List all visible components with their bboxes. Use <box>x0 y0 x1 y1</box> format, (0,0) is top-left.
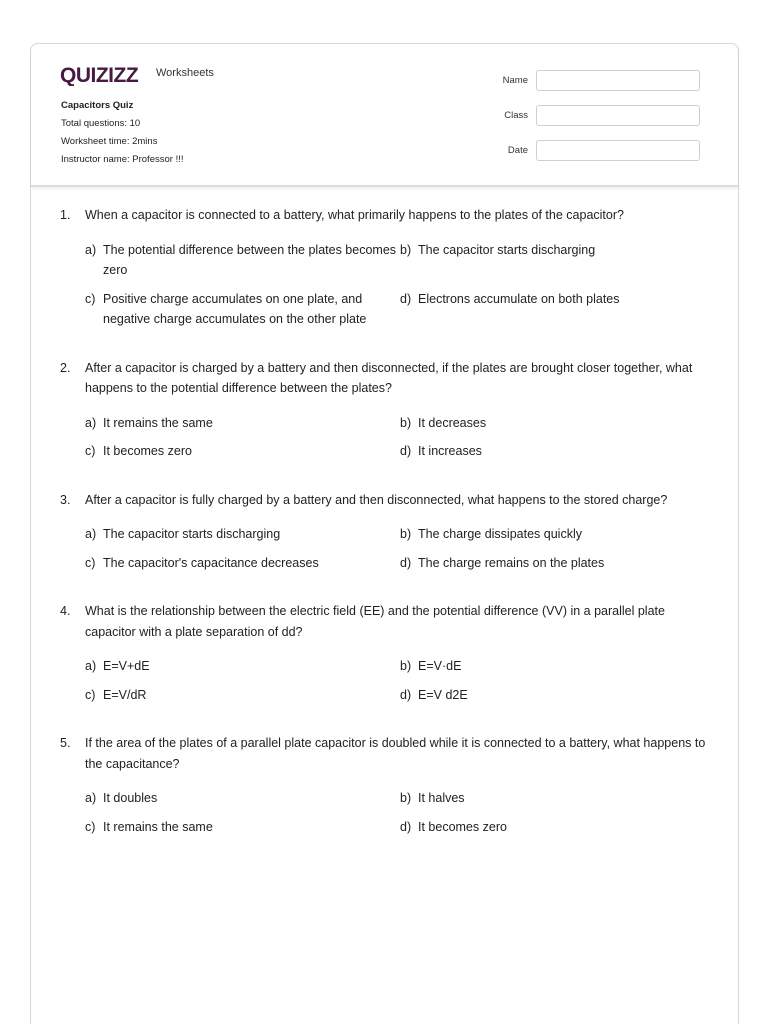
option-d[interactable] <box>400 685 700 706</box>
option-letter: c) <box>85 291 96 306</box>
name-field-row <box>486 69 700 91</box>
question-4 <box>60 601 710 705</box>
option-letter: b) <box>400 242 412 257</box>
question-text: After a capacitor is charged by a battery and then disconnected, if the plates are brought closer together, what happens to the potential difference between the plates? <box>85 360 693 395</box>
question-text: When a capacitor is connected to a battery, what primarily happens to the plates of the capacitor? <box>85 208 624 222</box>
option-text: It increases <box>418 444 482 458</box>
question-2 <box>60 358 710 462</box>
option-d[interactable] <box>400 441 700 462</box>
date-input[interactable] <box>536 140 700 161</box>
option-a[interactable] <box>85 788 400 809</box>
answer-options <box>85 413 710 462</box>
student-fields <box>486 69 700 174</box>
option-text: The capacitor's capacitance decreases <box>103 555 319 570</box>
date-label: Date <box>507 144 528 156</box>
option-letter: b) <box>400 527 412 541</box>
answer-options <box>85 240 710 330</box>
question-3 <box>60 490 710 574</box>
question-1 <box>60 205 710 330</box>
option-text: E=V/dR <box>103 687 147 702</box>
date-field-row <box>486 139 700 161</box>
option-text: E=V·dE <box>418 659 462 673</box>
question-number: 1. <box>60 208 71 222</box>
option-a[interactable] <box>85 656 400 677</box>
worksheet-time: Worksheet time: 2mins <box>61 136 158 147</box>
option-letter: c) <box>85 819 96 834</box>
option-b[interactable] <box>400 788 700 809</box>
option-d[interactable] <box>400 289 700 330</box>
option-letter: c) <box>85 555 96 570</box>
option-letter: b) <box>400 659 412 673</box>
option-letter: a) <box>85 791 97 805</box>
option-text: The charge remains on the plates <box>418 555 605 570</box>
name-input[interactable] <box>536 70 700 91</box>
class-field-row <box>486 104 700 126</box>
option-d[interactable] <box>400 817 700 838</box>
brand-subtitle: Worksheets <box>156 67 214 79</box>
option-text: It becomes zero <box>418 819 507 834</box>
answer-options <box>85 656 710 705</box>
option-d[interactable] <box>400 553 700 574</box>
total-questions: Total questions: 10 <box>61 118 141 129</box>
option-text: E=V d2E <box>418 687 468 702</box>
option-letter: a) <box>85 659 97 673</box>
option-letter: b) <box>400 791 412 805</box>
question-number: 5. <box>60 736 71 750</box>
question-text: If the area of the plates of a parallel plate capacitor is doubled while it is connected to a battery, what happens to the capacitance? <box>85 736 706 771</box>
option-letter: d) <box>400 291 412 306</box>
option-letter: b) <box>400 415 412 430</box>
option-letter: d) <box>400 555 412 570</box>
brand <box>60 64 214 86</box>
option-text: The capacitor starts discharging <box>103 527 281 541</box>
question-text: What is the relationship between the electric field (EE) and the potential difference (VV) in a parallel plate capacitor with a plate separation of dd? <box>85 604 665 639</box>
quizizz-logo <box>60 64 144 86</box>
question-number: 2. <box>60 360 71 375</box>
option-c[interactable] <box>85 289 400 330</box>
worksheet-meta <box>61 100 184 172</box>
option-letter: a) <box>85 242 97 257</box>
question-list <box>60 205 710 865</box>
option-letter: d) <box>400 819 412 834</box>
option-text: Electrons accumulate on both plates <box>418 291 620 306</box>
option-text: Positive charge accumulates on one plate, and negative charge accumulates on the other plate <box>103 291 367 326</box>
question-number: 4. <box>60 604 71 618</box>
option-b[interactable] <box>400 656 700 677</box>
option-letter: c) <box>85 444 96 458</box>
option-text: It doubles <box>103 791 158 805</box>
question-text: After a capacitor is fully charged by a battery and then disconnected, what happens to the stored charge? <box>85 492 668 507</box>
option-b[interactable] <box>400 524 700 545</box>
option-text: The potential difference between the plates becomes zero <box>103 242 397 277</box>
option-text: E=V+dE <box>103 659 150 673</box>
option-a[interactable] <box>85 413 400 434</box>
answer-options <box>85 524 710 573</box>
option-a[interactable] <box>85 524 400 545</box>
worksheet-title: Capacitors Quiz <box>61 100 134 111</box>
option-text: It remains the same <box>103 819 213 834</box>
option-b[interactable] <box>400 413 700 434</box>
option-letter: d) <box>400 687 412 702</box>
option-text: It becomes zero <box>103 444 192 458</box>
option-text: It remains the same <box>103 415 213 430</box>
option-c[interactable] <box>85 441 400 462</box>
option-a[interactable] <box>85 240 400 281</box>
option-c[interactable] <box>85 685 400 706</box>
option-c[interactable] <box>85 817 400 838</box>
option-letter: a) <box>85 415 97 430</box>
option-letter: d) <box>400 444 412 458</box>
option-letter: c) <box>85 687 96 702</box>
option-b[interactable] <box>400 240 700 281</box>
option-letter: a) <box>85 527 97 541</box>
question-number: 3. <box>60 492 71 507</box>
question-5 <box>60 733 710 837</box>
name-label: Name <box>502 74 528 86</box>
option-text: It decreases <box>418 415 487 430</box>
answer-options <box>85 788 710 837</box>
option-text: The charge dissipates quickly <box>418 527 582 541</box>
class-label: Class <box>504 109 528 121</box>
class-input[interactable] <box>536 105 700 126</box>
option-text: It halves <box>418 791 465 805</box>
instructor-name: Instructor name: Professor !!! <box>61 154 184 165</box>
option-text: The capacitor starts discharging <box>418 242 596 257</box>
worksheet-header <box>31 44 738 187</box>
option-c[interactable] <box>85 553 400 574</box>
svg-text:QUIZIZZ: QUIZIZZ <box>60 64 139 86</box>
